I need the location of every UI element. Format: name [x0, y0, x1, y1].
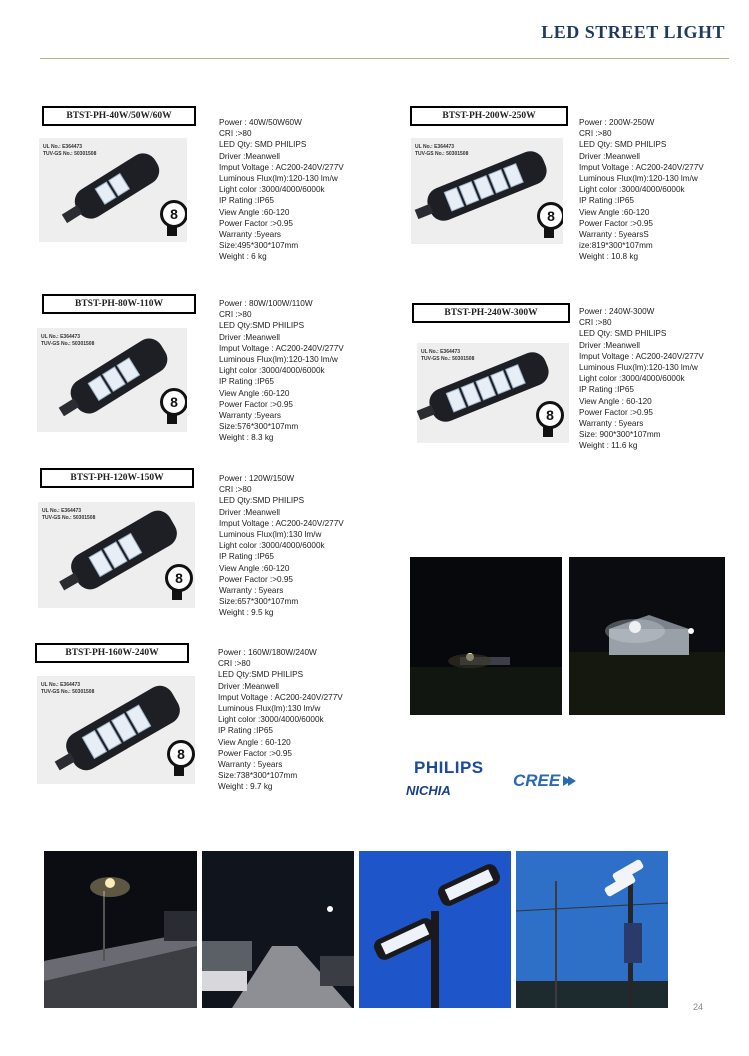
page-number: 24: [692, 1002, 703, 1012]
product-image-3: UL No.: E364473 TUV-GS No.: 50301508 8: [38, 502, 195, 608]
warranty-badge-icon: 8: [165, 564, 193, 592]
warranty-badge-icon: 8: [160, 388, 187, 416]
page-title: LED STREET LIGHT: [541, 22, 725, 42]
cree-logo: CREE: [513, 771, 561, 790]
product-image-5: UL No.: E364473 TUV-GS No.: 50301508 8: [411, 138, 563, 244]
specs-4: Power : 160W/180W/240W CRI :>80 LED Qty:SMD PHILIPS Driver :Meanwell Imput Voltage : AC200-240V/277V Luminous Flux(lm):130 lm/w Light color :3000/4000/6000k IP Rating :IP65 View Angle : 60-120 Power Factor :>0.95 Warranty : 5years Size:738*300*107mm Weight : 9.7 kg: [218, 648, 343, 792]
warranty-badge-icon: 8: [536, 401, 564, 429]
specs-2: Power : 80W/100W/110W CRI :>80 LED Qty:SMD PHILIPS Driver :Meanwell Imput Voltage : AC200-240V/277V Luminous Flux(lm):120-130 lm/w Light color :3000/4000/6000k IP Rating :IP65 View Angle :60-120 Power Factor :>0.95 Warranty :5years Size:576*300*107mm Weight : 8.3 kg: [219, 299, 344, 443]
specs-1: Power : 40W/50W60W CRI :>80 LED Qty: SMD PHILIPS Driver :Meanwell Imput Voltage : AC200-240V/277V Luminous Flux(lm):120-130 lm/w Light color :3000/4000/6000k IP Rating :IP65 View Angle :60-120 Power Factor :>0.95 Warranty :5years Size:495*300*107mm Weight : 6 kg: [219, 118, 344, 262]
night-photo-2: [569, 557, 725, 715]
street-photo-4: [516, 851, 668, 1008]
cree-arrow-icon: [563, 774, 577, 788]
specs-5: Power : 200W-250W CRI :>80 LED Qty: SMD PHILIPS Driver :Meanwell Imput Voltage : AC200-240V/277V Luminous Flux(lm):120-130 lm/w Light color :3000/4000/6000k IP Rating :IP65 View Angle :60-120 Power Factor :>0.95 Warranty : 5yearsS ize:819*300*107mm Weight : 10.8 kg: [579, 118, 704, 262]
nichia-logo: NICHIA: [406, 783, 451, 798]
warranty-badge-icon: 8: [537, 202, 563, 230]
model-label-3: BTST-PH-120W-150W: [40, 468, 194, 488]
warranty-badge-icon: 8: [160, 200, 187, 228]
street-photo-3: [359, 851, 511, 1008]
model-label-2: BTST-PH-80W-110W: [42, 294, 196, 314]
product-image-6: UL No.: E364473 TUV-GS No.: 50301508 8: [417, 343, 569, 443]
street-light-icon: [37, 676, 195, 784]
street-light-icon: [411, 138, 563, 244]
title-divider: [40, 58, 729, 59]
model-label-4: BTST-PH-160W-240W: [35, 643, 189, 663]
cert-numbers: UL No.: E364473 TUV-GS No.: 50301508: [43, 144, 97, 157]
street-light-icon: [37, 328, 187, 432]
street-photo-2: [202, 851, 354, 1008]
street-photo-1: [44, 851, 197, 1008]
street-light-icon: [39, 138, 187, 242]
product-image-4: UL No.: E364473 TUV-GS No.: 50301508 8: [37, 676, 195, 784]
philips-logo: PHILIPS: [414, 758, 484, 777]
specs-6: Power : 240W-300W CRI :>80 LED Qty: SMD PHILIPS Driver :Meanwell Imput Voltage : AC200-240V/277V Luminous Flux(lm):120-130 lm/w Light color :3000/4000/6000k IP Rating :IP65 View Angle : 60-120 Power Factor :>0.95 Warranty : 5years Size: 900*300*107mm Weight : 11.6 kg: [579, 307, 704, 451]
warranty-badge-icon: 8: [167, 740, 195, 768]
product-image-1: [39, 138, 187, 242]
product-image-2: UL No.: E364473 TUV-GS No.: 50301508 8: [37, 328, 187, 432]
specs-3: Power : 120W/150W CRI :>80 LED Qty:SMD PHILIPS Driver :Meanwell Imput Voltage : AC200-240V/277V Luminous Flux(lm):130 lm/w Light color :3000/4000/6000k IP Rating :IP65 View Angle :60-120 Power Factor :>0.95 Warranty : 5years Size:657*300*107mm Weight : 9.5 kg: [219, 474, 344, 618]
model-label-6: BTST-PH-240W-300W: [412, 303, 570, 323]
night-photo-1: [410, 557, 562, 715]
model-label-1: BTST-PH-40W/50W/60W: [42, 106, 196, 126]
model-label-5: BTST-PH-200W-250W: [410, 106, 568, 126]
